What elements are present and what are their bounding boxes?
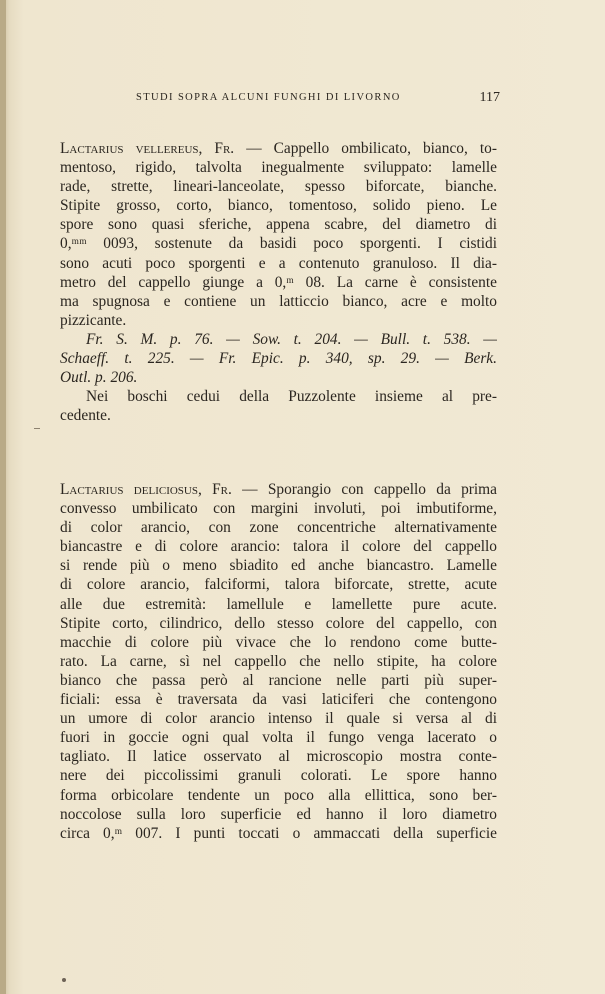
page-number: 117 — [479, 90, 500, 105]
text-line: pizzicante. — [60, 311, 127, 329]
species-entry-lactarius-vellereus — [60, 139, 497, 425]
taxon-name: Lactarius vellereus, — [60, 140, 203, 157]
text-line: sono acuti poco sporgenti e a contenuto granuloso. Il dia- — [60, 254, 497, 272]
taxon-author: Fr. — [212, 481, 232, 498]
habitat-line: cedente. — [60, 407, 111, 425]
species-entry-lactarius-deliciosus — [60, 480, 497, 843]
text-line: rato. La carne, sì nel cappello che nello stipite, ha colore — [60, 652, 497, 670]
text-line: tagliato. Il latice osservato al microscopio mostra conte- — [60, 748, 497, 766]
reference-line: Fr. S. M. p. 76. — Sow. t. 204. — Bull. t. 538. — — [86, 330, 497, 348]
page-gutter-shadow — [0, 0, 6, 994]
running-head: STUDI SOPRA ALCUNI FUNGHI DI LIVORNO — [136, 92, 401, 103]
text-line — [60, 480, 497, 499]
taxon-name: Lactarius deliciosus, — [60, 481, 202, 498]
ink-speck — [62, 978, 66, 982]
text-line: macchie di colore più vivace che lo rendono come butte- — [60, 633, 497, 651]
text-line — [60, 139, 497, 158]
text-line: metro del cappello giunge a 0,ᵐ 08. La carne è consistente — [60, 273, 497, 291]
text-line: mentoso, rigido, talvolta inegualmente sviluppato: lamelle — [60, 159, 497, 177]
margin-mark — [34, 428, 40, 429]
text-line: Stipite grosso, corto, bianco, tomentoso, solido pieno. Le — [60, 197, 497, 215]
text-line: convesso umbilicato con margini involuti, poi imbutiforme, — [60, 500, 497, 518]
text-line: fuori in goccie ogni qual volta il fungo venga lacerato o — [60, 729, 497, 747]
text-line: bianco che passa però al rancione nelle parti più super- — [60, 671, 497, 689]
line-text: — Cappello ombilicato, bianco, to- — [234, 140, 497, 157]
text-line: spore sono quasi sferiche, appena scabre, del diametro di — [60, 216, 497, 234]
text-line: rade, strette, lineari-lanceolate, spesso biforcate, bianche. — [60, 178, 497, 196]
reference-line: Schaeff. t. 225. — Fr. Epic. p. 340, sp. 29. — Berk. — [60, 350, 497, 368]
text-line: si rende più o meno sbiadito ed anche biancastro. Lamelle — [60, 557, 497, 575]
text-line: 0,ᵐᵐ 0093, sostenute da basidi poco sporgenti. I cistidi — [60, 235, 497, 253]
reference-line: Outl. p. 206. — [60, 369, 138, 387]
text-line: ma spugnosa e contiene un latticcio bianco, acre e molto — [60, 292, 497, 310]
text-line: biancastre e di colore arancio: talora il colore del cappello — [60, 538, 497, 556]
habitat-note — [60, 387, 497, 425]
text-line: di colore arancio, falciformi, talora biforcate, strette, acute — [60, 576, 497, 594]
bibliographic-references — [60, 330, 497, 387]
text-line: noccolose sulla loro superficie ed hanno il loro diametro — [60, 805, 497, 823]
text-line: alle due estremità: lamellule e lamellette pure acute. — [60, 595, 497, 613]
taxon-author: Fr. — [214, 140, 235, 157]
text-line: Stipite corto, cilindrico, dello stesso colore del cappello, con — [60, 614, 497, 632]
line-text: — Sporangio con cappello da prima — [231, 481, 497, 498]
habitat-line: Nei boschi cedui della Puzzolente insieme al pre- — [86, 388, 497, 406]
text-line: un umore di color arancio intenso il quale si versa al di — [60, 710, 497, 728]
text-line: di color arancio, con zone concentriche alternativamente — [60, 519, 497, 537]
text-line: ficiali: essa è traversata da vasi laticiferi che contengono — [60, 691, 497, 709]
text-line: nere dei piccolissimi granuli colorati. Le spore hanno — [60, 767, 497, 785]
text-line: forma orbicolare tendente un poco alla ellittica, sono ber- — [60, 786, 497, 804]
text-line: circa 0,ᵐ 007. I punti toccati o ammaccati della superficie — [60, 824, 497, 842]
page-header — [88, 90, 500, 108]
